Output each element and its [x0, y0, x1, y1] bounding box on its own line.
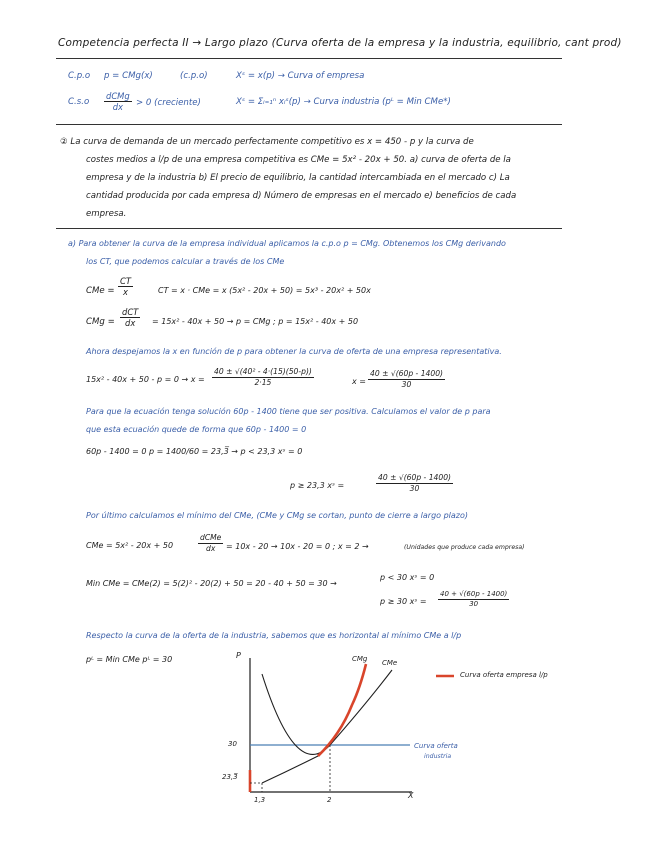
industry-label-2: industria [424, 753, 452, 760]
cme-denominator: x [123, 287, 128, 298]
quadratic-denominator: 2·15 [254, 377, 272, 387]
cso-denominator: dx [112, 102, 123, 113]
page-title: Competencia perfecta II → Largo plazo (Curva oferta de la empresa y la industria, equilibrio, cant prod) [58, 37, 622, 49]
x-tick-1-3: 1,3 [254, 796, 266, 804]
units-note: (Unidades que produce cada empresa) [404, 544, 525, 551]
cpo-equation: p = CMg(x) [104, 71, 153, 81]
minimum-denominator: dx [206, 543, 216, 553]
ct-equation: CT = x · CMe = x (5x² - 20x + 50) = 5x³ - 20x² + 50x [158, 286, 371, 295]
cmg-curve-lower [262, 756, 318, 783]
y-tick-30: 30 [228, 740, 237, 748]
industry-label-1: Curva oferta [414, 742, 458, 750]
x-axis-label: X [408, 791, 414, 800]
condition-ge: p ≥ 23,3 xˢ = [290, 481, 345, 490]
min-cme-less: p < 30 xˢ = 0 [380, 573, 435, 582]
part-a-intro-1: a) Para obtener la curva de la empresa individual aplicamos la c.p.o p = CMg. Obtenemos los CMg derivando [68, 239, 506, 248]
cmg-lhs: CMg = [86, 317, 115, 327]
minimum-line: Por último calculamos el mínimo del CMe, (CMe y CMg se cortan, punto de cierre a largo plazo) [86, 511, 469, 520]
cso-label: C.s.o [68, 97, 90, 107]
cme-curve-label: CMe [382, 659, 398, 667]
min-cme-equation: Min CMe = CMe(2) = 5(2)² - 20(2) + 50 = 20 - 40 + 50 = 30 → [86, 579, 337, 588]
condition-equation: 60p - 1400 = 0 p = 1400/60 = 23,3̅ → p < 23,3 xˢ = 0 [86, 447, 303, 456]
minimum-cme-lhs: CMe = 5x² - 20x + 50 [86, 541, 174, 550]
quadratic-lhs: 15x² - 40x + 50 - p = 0 → x = [86, 375, 205, 384]
problem-line-1: ② La curva de demanda de un mercado perfectamente competitivo es x = 450 - p y la curva de [60, 137, 474, 147]
industry-supply-equation: Xˢ = Σᵢ₌₁ⁿ xᵢˢ(p) → Curva industria (pᴸ = Min CMe*) [236, 97, 451, 107]
problem-line-5: empresa. [86, 209, 127, 219]
cme-numerator: CT [120, 276, 131, 286]
problem-line-3: empresa y de la industria b) El precio de equilibrio, la cantidad intercambiada en el mercado c) La [86, 173, 510, 183]
minimum-rest: = 10x - 20 → 10x - 20 = 0 ; x = 2 → [226, 542, 369, 551]
cmg-rest: = 15x² - 40x + 50 → p = CMg ; p = 15x² - 40x + 50 [152, 317, 359, 326]
condition-line-1: Para que la ecuación tenga solución 60p - 1400 tiene que ser positiva. Calculamos el valor de p para [86, 407, 491, 416]
min-cme-numerator: 40 + √(60p - 1400) [440, 590, 508, 598]
cpo-paren: (c.p.o) [180, 71, 208, 81]
legend-supply-label: Curva oferta empresa l/p [460, 671, 548, 679]
cme-curve [262, 670, 392, 754]
min-cme-denominator: 30 [469, 600, 479, 608]
x-tick-2: 2 [327, 796, 332, 804]
condition-line-2: que esta ecuación quede de forma que 60p - 1400 = 0 [86, 425, 307, 434]
cpo-label: C.p.o [68, 71, 91, 81]
min-cme-ge: p ≥ 30 xˢ = [380, 597, 427, 606]
quadratic-numerator: 40 ± √(40² - 4·(15)(50-p)) [214, 367, 312, 376]
part-a-intro-2: los CT, que podemos calcular a través de los CMe [86, 257, 285, 266]
x-numerator: 40 ± √(60p - 1400) [370, 369, 443, 378]
problem-line-2: costes medios a l/p de una empresa competitiva es CMe = 5x² - 20x + 50. a) curva de oferta de la [86, 155, 511, 165]
cme-lhs: CMe = [86, 286, 115, 296]
x-denominator: 30 [401, 379, 412, 389]
solve-for-x-line: Ahora despejamos la x en función de p para obtener la curva de oferta de una empresa representativa. [86, 347, 502, 356]
minimum-numerator: dCMe [200, 533, 222, 542]
cmg-denominator: dx [125, 318, 136, 329]
x-equation-label: x = [352, 377, 366, 386]
cmg-curve-label: CMg [352, 655, 368, 663]
industry-line: Respecto la curva de la oferta de la industria, sabemos que es horizontal al mínimo CMe a l/p [86, 631, 462, 640]
cso-rest: > 0 (creciente) [136, 98, 201, 108]
cmg-numerator: dCT [122, 307, 139, 317]
firm-supply-curve [318, 664, 366, 756]
y-axis-label: P [236, 651, 241, 660]
condition-denominator: 30 [409, 483, 420, 493]
cso-numerator: dCMg [106, 91, 130, 101]
problem-line-4: cantidad producida por cada empresa d) Número de empresas en el mercado e) beneficios de cada [86, 191, 517, 201]
firm-supply-equation: Xˢ = x(p) → Curva of empresa [236, 71, 365, 81]
y-tick-23-3: 23,3̅ [222, 773, 238, 781]
condition-numerator: 40 ± √(60p - 1400) [378, 473, 451, 482]
long-run-price-equation: pᴸ = Min CMe pᴸ = 30 [86, 655, 173, 664]
